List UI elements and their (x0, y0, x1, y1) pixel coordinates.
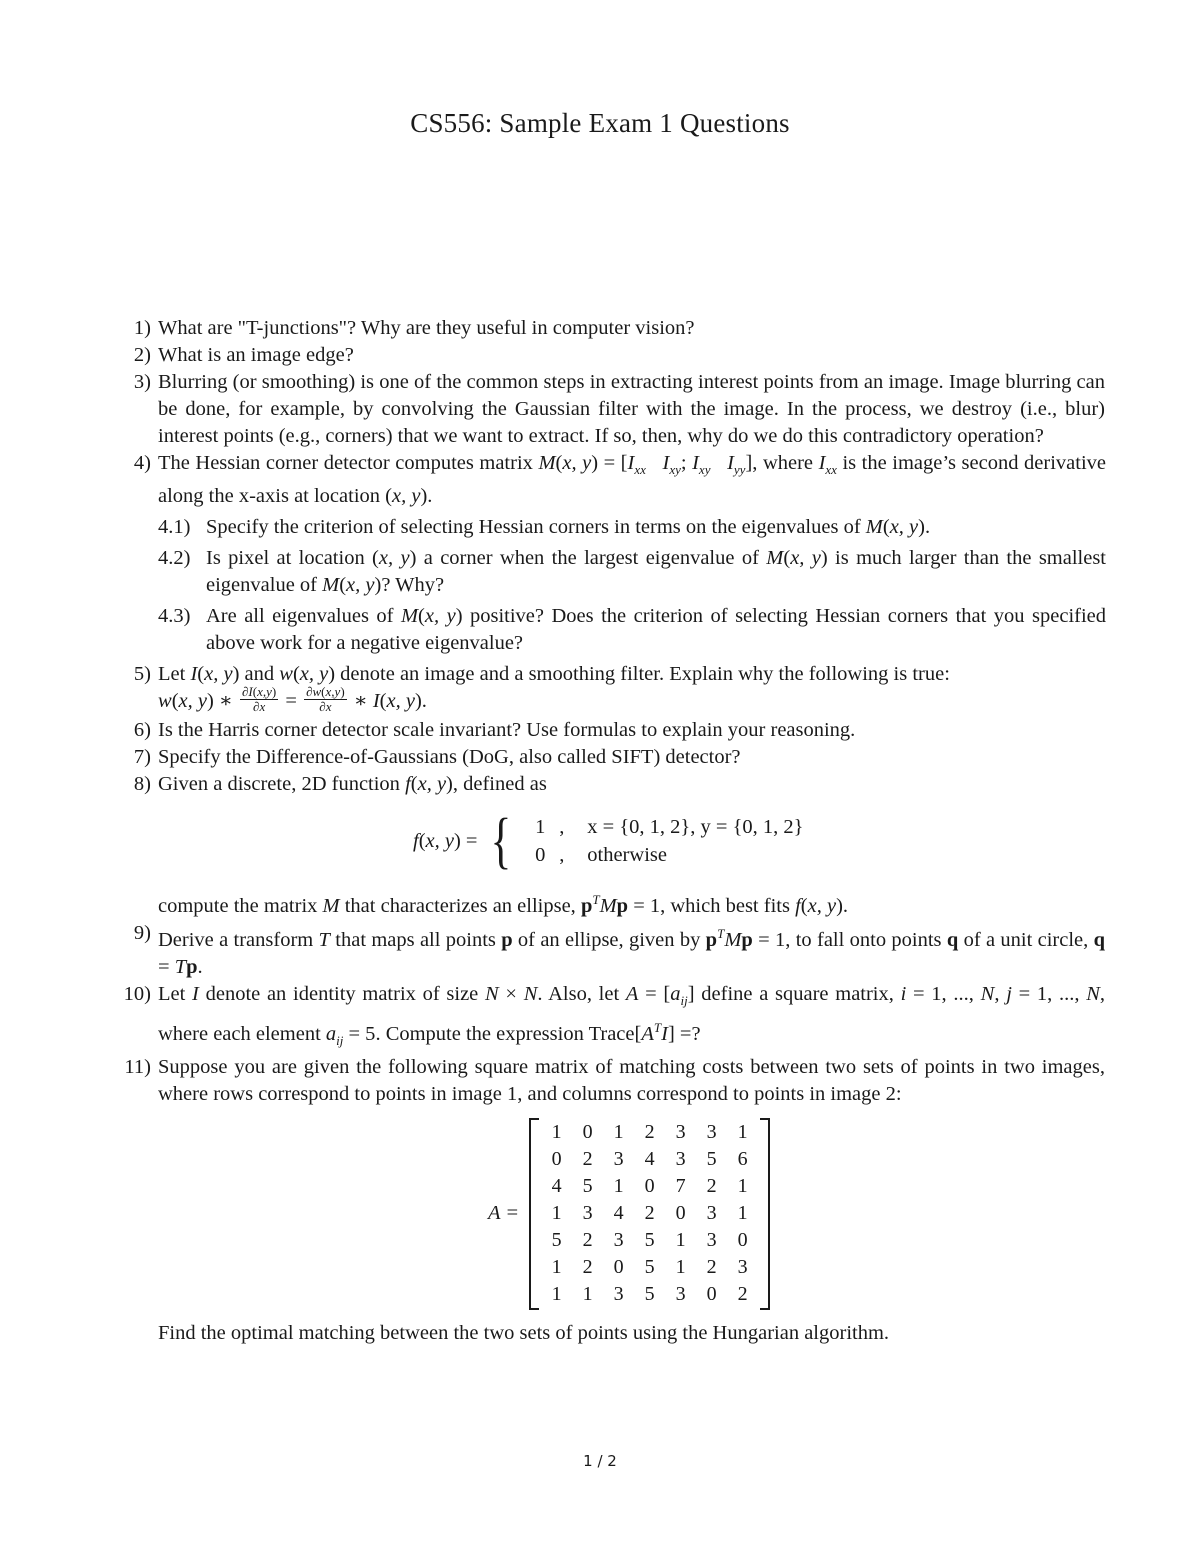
convolution-formula: w(x, y) ∗ $\frac{\partial I(x,y)}{\partial x}$ = $\frac{\partial w(x,y)}{\partial x}$ ∗ I(x, y). (158, 684, 427, 715)
text-segment: . (924, 516, 931, 539)
question-text: Let I denote an identity matrix of size N × N. Also, let $A = [a_{ij}]$ define a square matrix, i = 1, ..., N, j = 1, ..., N, where each element $a_{ij} = 5$. Compute the expression $Trace[A^TI]$ =? (158, 982, 1106, 1048)
matrix-row (541, 1254, 758, 1281)
matrix-cell: 2 (706, 1256, 717, 1279)
matrix-cell: 4 (613, 1202, 624, 1225)
matrix-cell: 5 (644, 1256, 655, 1279)
page-title: CS556: Sample Exam 1 Questions (410, 108, 790, 138)
matrix-cell: 5 (644, 1229, 655, 1252)
text-segment: is the image’s second derivative along the x-axis at location (158, 452, 1106, 508)
matrix-cell: 3 (706, 1202, 717, 1225)
text-segment: Are all eigenvalues of (206, 605, 401, 628)
question-number: 4) (133, 452, 151, 474)
question-5 (105, 661, 1105, 717)
matrix-row (541, 1227, 758, 1254)
matrix-cell: 2 (737, 1283, 748, 1306)
matrix-cell: 6 (737, 1148, 748, 1171)
matrix-cell: 7 (675, 1175, 686, 1198)
subquestion-number: 4.2) (158, 547, 191, 570)
matrix-cell: 1 (582, 1283, 593, 1306)
matrix-cell: 4 (644, 1148, 655, 1171)
matrix-cell: 0 (675, 1202, 686, 1225)
matrix-cell: 1 (675, 1229, 686, 1252)
question-9 (105, 920, 1105, 981)
text-segment: Derive a transform (158, 928, 319, 951)
question-3 (105, 369, 1105, 450)
text-segment: positive? Does the criterion of selecting Hessian corners that you specified above work for a negative eigenvalue? (206, 605, 1107, 655)
text-segment: , where each element (158, 982, 1106, 1045)
text-segment: , defined as (452, 773, 547, 796)
matrix-cell: 1 (551, 1202, 562, 1225)
text-segment: Given a discrete, 2D function (158, 773, 406, 796)
case-value: 1 (535, 816, 546, 839)
text-segment: of a unit circle, (958, 928, 1094, 951)
subquestion-text: Specify the criterion of selecting Hessian corners in terms on the eigenvalues of M(x, y). (206, 516, 931, 539)
question-4 (105, 450, 1105, 657)
text-segment: that characterizes an ellipse, (339, 894, 581, 917)
text-segment: Specify the criterion of selecting Hessian corners in terms on the eigenvalues of (206, 516, 866, 539)
text-segment: that maps all points (329, 928, 502, 951)
question-1 (105, 315, 1105, 342)
matrix-label: A = (488, 1202, 520, 1225)
question-number: 1) (133, 317, 151, 339)
piecewise-function: f(x, y) = { 1 , x = {0, 1, 2}, y = {0, 1, 2} 0 , otherwise (413, 807, 804, 876)
matrix-cell: 1 (675, 1256, 686, 1279)
matrix-cell: 5 (582, 1175, 593, 1198)
matrix-cell: 5 (551, 1229, 562, 1252)
matrix-cell: 2 (582, 1148, 593, 1171)
right-bracket (760, 1118, 770, 1310)
matrix-cell: 2 (582, 1229, 593, 1252)
instruction-text: Find the optimal matching between the two sets of points using the Hungarian algorithm. (158, 1321, 890, 1344)
subquestion-number: 4.3) (158, 605, 191, 628)
subquestion-4-2 (158, 545, 1106, 599)
matrix-cell: 3 (737, 1256, 748, 1279)
matrix-cell: 1 (737, 1175, 748, 1198)
text-segment: a corner when the largest eigenvalue of (416, 547, 767, 570)
curly-brace: { (489, 807, 511, 876)
case-condition: otherwise (587, 844, 667, 867)
question-text: Let I(x, y) and w(x, y) denote an image and a smoothing filter. Explain why the following is true: w(x, y) ∗ $\frac{\partial I(x,y)}{\partial x}$ = $\frac{\partial w(x,y)}{\partial x}$ ∗ I(x, y). (158, 663, 950, 715)
matrix-cell: 1 (551, 1256, 562, 1279)
text-segment: is much larger than the smallest eigenvalue of (206, 547, 1107, 597)
question-text: Derive a transform T that maps all points p of an ellipse, given by $p^TMp = 1$, to fall onto points q of a unit circle, q = Tp. (158, 925, 1105, 978)
matrix-cell: 3 (675, 1148, 686, 1171)
matrix-cell: 5 (706, 1148, 717, 1171)
subquestion-text: Are all eigenvalues of M(x, y) positive? Does the criterion of selecting Hessian corners that you specified above work for a negative eigenvalue? (206, 605, 1107, 655)
matrix-cell: 2 (644, 1202, 655, 1225)
left-bracket (529, 1118, 539, 1310)
text-segment: . Also, let (537, 982, 626, 1005)
matrix-cell: 5 (644, 1283, 655, 1306)
matrix-row (541, 1119, 758, 1146)
matrix-row (541, 1173, 758, 1200)
matrix-cell: 3 (706, 1229, 717, 1252)
matrix-cell: 0 (737, 1229, 748, 1252)
text-segment: , to fall onto points (785, 928, 947, 951)
matrix-cell: 1 (613, 1175, 624, 1198)
matrix-cell: 0 (551, 1148, 562, 1171)
question-11 (105, 1054, 1105, 1347)
question-number: 11) (124, 1055, 151, 1078)
question-8 (105, 771, 1105, 920)
text-segment: Let (158, 982, 193, 1005)
cost-matrix (488, 1118, 1105, 1310)
text-segment: . (427, 485, 433, 508)
matrix-cell: 2 (582, 1256, 593, 1279)
page-number: 1 / 2 (583, 1452, 617, 1470)
matrix-cell: 0 (613, 1256, 624, 1279)
matrix-cell: 1 (737, 1121, 748, 1144)
case-value: 0 (535, 844, 546, 867)
text-segment: define a square matrix, (694, 982, 901, 1005)
matrix-row (541, 1146, 758, 1173)
text-segment: , where (752, 452, 819, 474)
question-6 (105, 717, 1105, 744)
question-text: What is an image edge? (158, 344, 354, 366)
text-segment: . Compute the expression Trace (375, 1022, 635, 1045)
text-segment: of an ellipse, given by (512, 928, 706, 951)
text-segment: The Hessian corner detector computes matrix (158, 452, 539, 474)
question-list (105, 315, 1105, 1347)
question-text (152, 1054, 1105, 1347)
text-segment: compute the matrix (158, 894, 323, 917)
subquestion-4-1 (158, 514, 1106, 541)
question-text: Given a discrete, 2D function f(x, y), defined as f(x, y) = { 1 , x = {0, 1, 2}, y = {0, 1, 2} 0 , otherwise compute the matrix M that characterizes an ellipse, $p^TMp = 1$, which best fits f(x, y). (152, 771, 1105, 920)
matrix-cell: 3 (675, 1283, 686, 1306)
matrix-cell: 2 (644, 1121, 655, 1144)
matrix-cell: 1 (551, 1283, 562, 1306)
matrix-cell: 1 (613, 1121, 624, 1144)
text-segment: Let (158, 663, 191, 686)
matrix-cell: 2 (706, 1175, 717, 1198)
question-number: 9) (133, 921, 151, 944)
question-number: 10) (123, 982, 151, 1005)
matrix-cell: 1 (551, 1121, 562, 1144)
matrix-cell: 0 (644, 1175, 655, 1198)
matrix-cell: 0 (582, 1121, 593, 1144)
text-segment: , which best fits (660, 894, 796, 917)
question-number: 8) (133, 773, 151, 796)
matrix-cell: 3 (706, 1121, 717, 1144)
question-text: The Hessian corner detector computes matrix M(x, $y) = [I_{xx}$ $I_{xy}$; $I_{xy}$ $I_{yy}$], where $I_{xx}$ is the image’s second derivative along the x-axis at location (x, y). 4.1) Specify the criterion of selecting Hessian corners in terms on the eigenvalues of M(x, y). 4.2) Is pixel at location (x, y) a corner when the largest eigenvalue of M(x, y) is much larger than the smallest eigenvalue of M(x, y)? Why? 4.3) Are all eigenvalues of M(x, y) positive? Does the criterion of selecting Hessian corners that you specified above work for a negative eigenvalue? (152, 450, 1106, 657)
matrix-row (541, 1200, 758, 1227)
text-segment: and (239, 663, 280, 686)
matrix-cell: 3 (582, 1202, 593, 1225)
subquestion-4-3 (158, 603, 1106, 657)
question-number: 3) (133, 371, 151, 393)
question-text: Is the Harris corner detector scale invariant? Use formulas to explain your reasoning. (158, 719, 856, 742)
question-2 (105, 342, 1105, 369)
text-segment: denote an image and a smoothing filter. Explain why the following is true: (335, 663, 950, 686)
matrix-cell: 3 (675, 1121, 686, 1144)
question-text: Specify the Difference-of-Gaussians (DoG, also called SIFT) detector? (158, 746, 741, 769)
question-number: 7) (133, 746, 151, 769)
question-number: 6) (133, 719, 151, 742)
case-row: 0 , otherwise (521, 841, 803, 869)
matrix-cell: 3 (613, 1229, 624, 1252)
text-segment: ? Why? (381, 574, 445, 597)
subquestion-text: Is pixel at location (x, y) a corner when the largest eigenvalue of M(x, y) is much larger than the smallest eigenvalue of M(x, y)? Why? (206, 547, 1107, 597)
matrix-row (541, 1281, 758, 1308)
text-segment: Suppose you are given the following square matrix of matching costs between two sets of points in two images, where rows correspond to points in image 1, and columns correspond to points in image 2: (158, 1055, 1105, 1105)
case-condition: x = {0, 1, 2}, y = {0, 1, 2} (587, 816, 804, 839)
text-segment: Is pixel at location (206, 547, 373, 570)
matrix-cell: 3 (613, 1148, 624, 1171)
matrix-cell: 1 (737, 1202, 748, 1225)
matrix-table (541, 1119, 758, 1308)
question-text: What are "T-junctions"? Why are they useful in computer vision? (158, 317, 695, 339)
matrix-cell: 3 (613, 1283, 624, 1306)
question-10 (105, 981, 1105, 1054)
text-segment: denote an identity matrix of size (198, 982, 485, 1005)
question-number: 5) (133, 663, 151, 686)
matrix-cell: 0 (706, 1283, 717, 1306)
subquestion-number: 4.1) (158, 516, 191, 539)
case-row: 1 , x = {0, 1, 2}, y = {0, 1, 2} (521, 813, 803, 841)
matrix-cell: 4 (551, 1175, 562, 1198)
question-text: Blurring (or smoothing) is one of the common steps in extracting interest points from an image. Image blurring can be done, for example, by convolving the Gaussian filter with the image. In the process, we destroy (i.e., blur) interest points (e.g., corners) that we want to extract. If so, then, why do we do this contradictory operation? (158, 371, 1105, 447)
question-number: 2) (133, 344, 151, 366)
question-7 (105, 744, 1105, 771)
